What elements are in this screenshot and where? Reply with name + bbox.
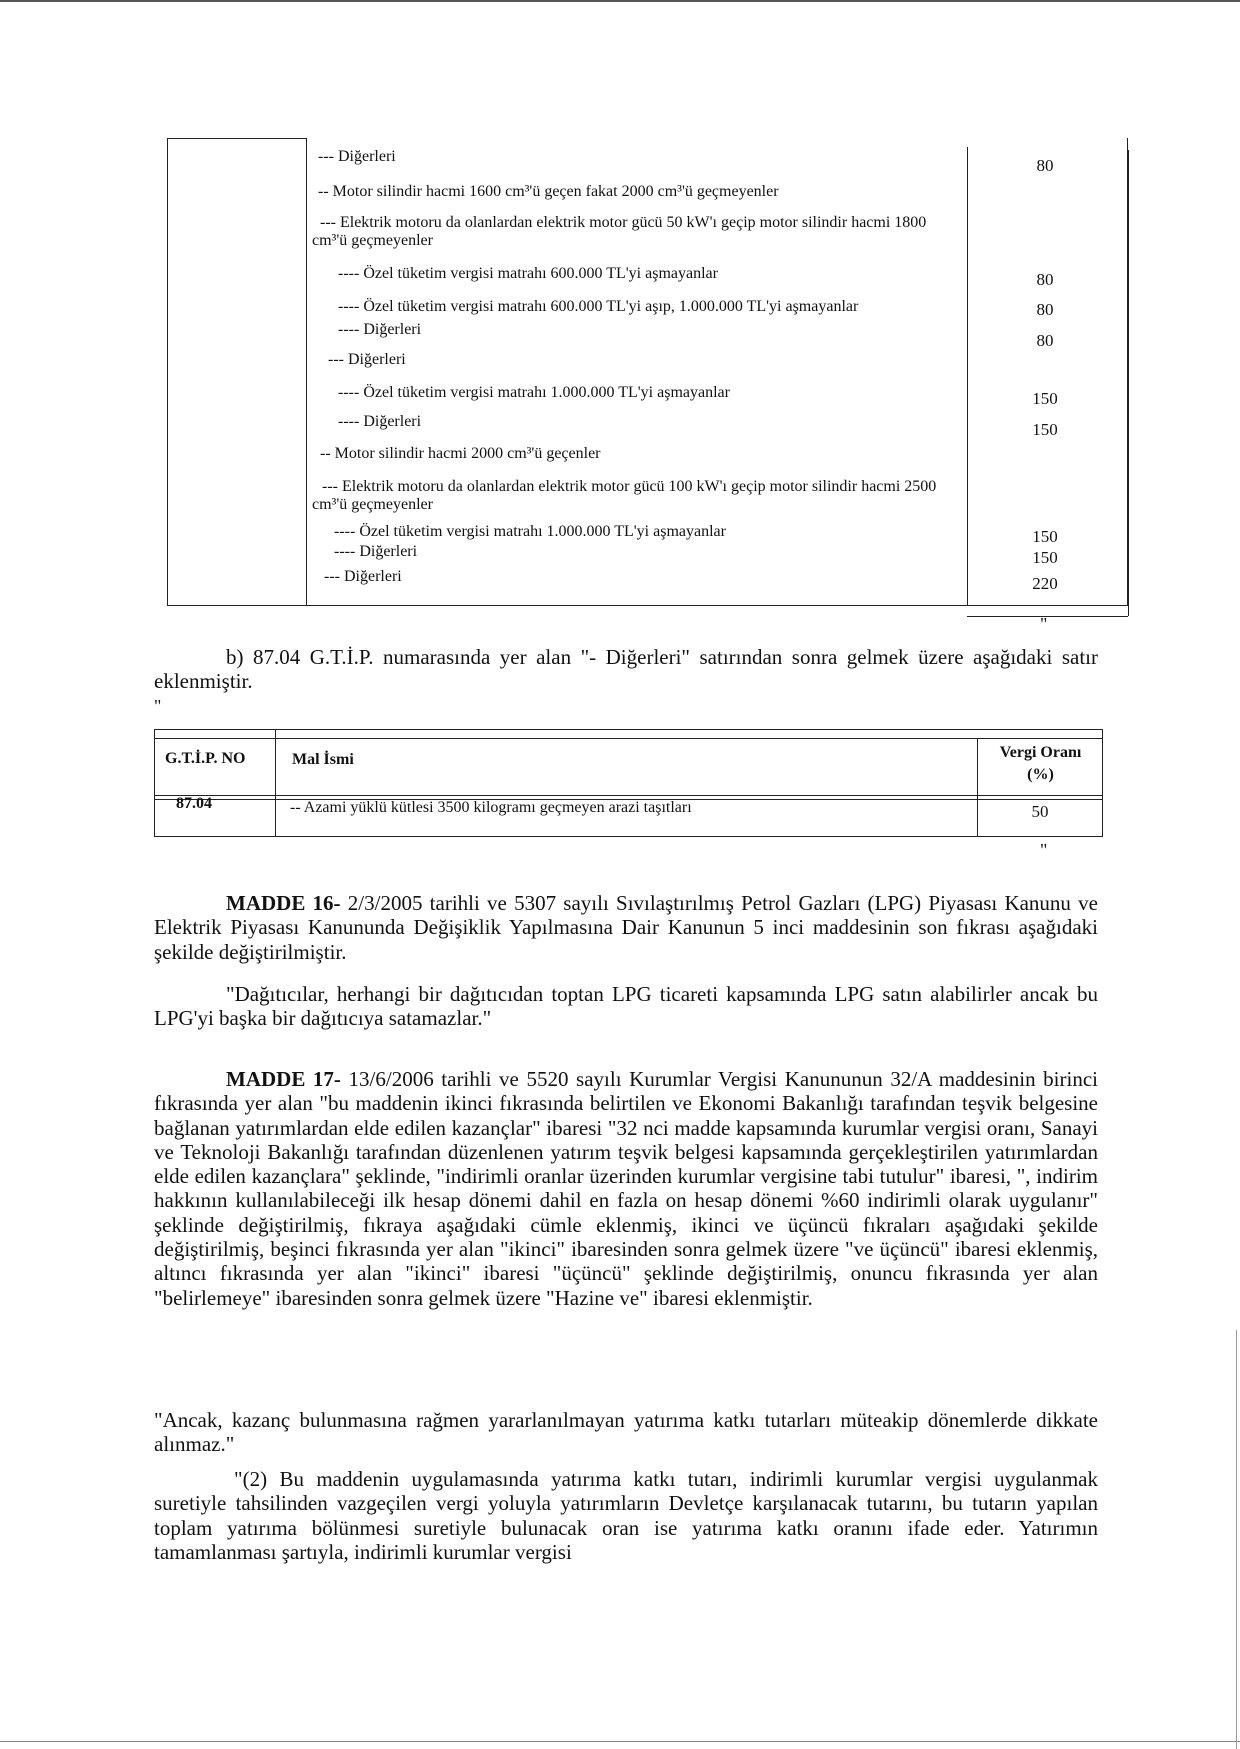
row-gtip-code: 87.04 — [176, 795, 212, 812]
table-border — [275, 729, 276, 837]
table-border — [306, 138, 307, 606]
scan-edge-bottom — [0, 1741, 1240, 1742]
table-row-desc: --- Diğerleri — [324, 568, 402, 585]
madde-17-text: 13/6/2006 tarihli ve 5520 sayılı Kurumlar Vergisi Kanununun 32/A maddesinin birinci fıkrasında yer alan "bu maddenin ikinci fıkrasında belirtilen ve Ekonomi Bakanlığı tarafından teşvik belgesine bağlanan yatırımlardan elde edilen kazançlar" ibaresi "32 nci madde kapsamında kurumlar vergisi oranı, Sanayi ve Teknoloji Bakanlığı tarafından düzenlenen yatırım teşvik belgesi kapsamında gerçekleştirilen yatırımlardan elde edilen kazançlara" şeklinde, "indirimli oranlar üzerinden kurumlar vergisine tabi tutulur" ibaresi, ", indirim hakkının kullanılabileceği ilk hesap dönemi dahil en fazla on hesap dönemi %60 indirimli olarak uygulanır" şeklinde değiştirilmiş, fıkraya aşağıdaki cümle eklenmiş, ikinci ve üçüncü fıkraları aşağıdaki şekilde değiştirilmiş, beşinci fıkrasında yer alan "ikinci" ibaresinden sonra gelmek üzere "ve üçüncü" ibaresi eklenmiş, altıncı fıkrasında yer alan "ikinci" ibaresi "üçüncü" şeklinde değiştirilmiş, onuncu fıkrasında yer alan "belirlemeye" ibaresinden sonra gelmek üzere "Hazine ve" ibaresi eklenmiştir. — [154, 1067, 1098, 1310]
row-vergi-orani: 50 — [1031, 802, 1049, 821]
table-border — [154, 738, 1103, 739]
table-row-desc: --- Diğerleri — [328, 351, 406, 368]
header-vergi-orani-unit: (%) — [1027, 766, 1054, 783]
table-row-desc: --- Elektrik motoru da olanlardan elektrik motor gücü 50 kW'ı geçip motor silindir hacmi 1800 cm³'ü geçmeyenler — [312, 214, 927, 249]
table-row-rate: 80 — [1036, 331, 1054, 350]
madde-16-label: MADDE 16- — [226, 891, 341, 915]
table-border — [967, 616, 1128, 617]
madde-16 — [154, 891, 1098, 964]
table-row-desc: -- Motor silindir hacmi 2000 cm³'ü geçenler — [320, 445, 601, 462]
table-row-rate: 150 — [1032, 527, 1058, 546]
table-row-desc: -- Motor silindir hacmi 1600 cm³'ü geçen fakat 2000 cm³'ü geçmeyenler — [318, 183, 779, 200]
added-row-table — [154, 729, 1103, 837]
table-border — [154, 795, 1103, 796]
table-row-desc: ---- Diğerleri — [338, 413, 422, 430]
header-gtip-no: G.T.İ.P. NO — [165, 750, 246, 767]
row-mal-ismi: -- Azami yüklü kütlesi 3500 kilogramı geçmeyen arazi taşıtları — [290, 799, 692, 816]
madde-17-quote-2: "(2) Bu maddenin uygulamasında yatırıma katkı tutarı, indirimli kurumlar vergisi uygulanmak suretiyle tahsilinden vazgeçilen vergi yoluyla yatırımların Devletçe karşılanacak tutarını, bu tutarın yapılan toplam yatırıma bölünmesi suretiyle bulunacak oran ise yatırıma katkı oranını ifade eder. Yatırımın tamamlanması şartıyla, indirimli kurumlar vergisi — [154, 1467, 1098, 1564]
table-row-desc: ---- Özel tüketim vergisi matrahı 600.000 TL'yi aşmayanlar — [338, 265, 718, 282]
table-row-desc: ---- Diğerleri — [334, 543, 418, 560]
table-row-rate: 220 — [1032, 574, 1058, 593]
table-row-desc: ---- Diğerleri — [338, 321, 422, 338]
header-vergi-orani: Vergi Oranı — [999, 744, 1082, 761]
madde-17 — [154, 1067, 1098, 1310]
scan-edge-top — [0, 0, 1240, 2]
table-row-desc: ---- Özel tüketim vergisi matrahı 600.000 TL'yi aşıp, 1.000.000 TL'yi aşmayanlar — [338, 298, 859, 315]
table-border — [1128, 150, 1129, 616]
madde-16-text: 2/3/2005 tarihli ve 5307 sayılı Sıvılaştırılmış Petrol Gazları (LPG) Piyasası Kanunu ve Elektrik Piyasası Kanununda Değişiklik Yapılmasına Dair Kanunun 5 inci maddesinin son fıkrası aşağıdaki şekilde değiştirilmiştir. — [154, 891, 1098, 964]
table-row-desc: ---- Özel tüketim vergisi matrahı 1.000.000 TL'yi aşmayanlar — [338, 384, 730, 401]
table-row-rate: 150 — [1032, 420, 1058, 439]
table-row-rate: 80 — [1036, 300, 1054, 319]
closing-quote: " — [1040, 840, 1048, 860]
madde-16-quote: "Dağıtıcılar, herhangi bir dağıtıcıdan toptan LPG ticareti kapsamında LPG satın alabilirler ancak bu LPG'yi başka bir dağıtıcıya satamazlar." — [154, 982, 1098, 1031]
table-row-rate: 150 — [1032, 389, 1058, 408]
table-row-rate: 150 — [1032, 548, 1058, 567]
table-row-desc: --- Diğerleri — [318, 148, 396, 165]
madde-17-label: MADDE 17- — [226, 1067, 341, 1091]
closing-quote: " — [1040, 614, 1048, 634]
opening-quote: " — [154, 696, 162, 716]
table-row-desc: ---- Özel tüketim vergisi matrahı 1.000.000 TL'yi aşmayanlar — [334, 523, 726, 540]
table-row-desc: --- Elektrik motoru da olanlardan elektrik motor gücü 100 kW'ı geçip motor silindir hacmi 2500 cm³'ü geçmeyenler — [312, 478, 937, 513]
scan-edge-right — [1236, 1330, 1237, 1749]
table-border — [167, 138, 307, 139]
madde-17-quote-1: "Ancak, kazanç bulunmasına rağmen yararlanılmayan yatırıma katkı tutarları müteakip dönemlerde dikkate alınmaz." — [154, 1408, 1098, 1457]
table-row-rate: 80 — [1036, 270, 1054, 289]
header-mal-ismi: Mal İsmi — [292, 751, 354, 768]
table-border — [967, 147, 968, 606]
paragraph-b: b) 87.04 G.T.İ.P. numarasında yer alan "- Diğerleri" satırından sonra gelmek üzere aşağıdaki satır eklenmiştir. — [154, 645, 1098, 694]
table-row-rate: 80 — [1036, 156, 1054, 175]
